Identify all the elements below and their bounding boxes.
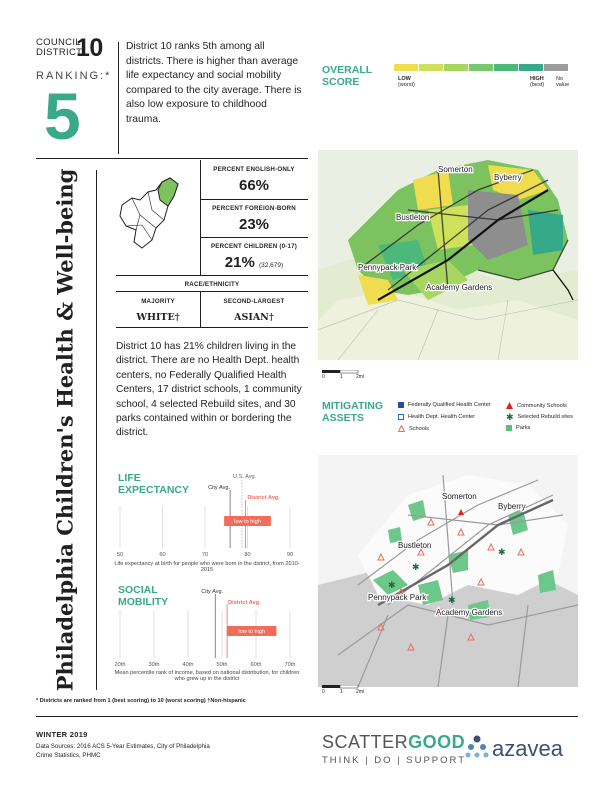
map2-scale-1: 1: [340, 689, 343, 695]
legend-schools: [398, 425, 429, 432]
legend-high-sub: (best): [530, 82, 545, 88]
children-value: 21%: [224, 254, 255, 271]
assets-line1: MITIGATING: [322, 400, 384, 412]
azavea-logo-text: azavea: [492, 736, 563, 761]
life-expectancy-caption: Life expectancy at birth for people who were born in the district, from 2010-2015: [114, 561, 300, 573]
legend-health-dept: [398, 414, 475, 420]
score-legend: [394, 64, 569, 71]
life-tick-label: 90: [286, 552, 294, 558]
legend-community-schools: [506, 402, 567, 409]
second-largest-value: ASIAN†: [234, 312, 274, 323]
social-district-avg-label: District Avg.: [228, 600, 261, 606]
map2-label-academy-gardens: Academy Gardens: [436, 608, 503, 617]
mitigating-assets-label: [322, 400, 383, 424]
legend-high-text: HIGH: [530, 76, 544, 82]
legend-swatch: [394, 64, 419, 71]
scattergood-part1: SCATTER: [322, 732, 409, 752]
ranking-value: 5: [44, 79, 81, 153]
map2-scale-0: 0: [322, 689, 325, 695]
map1-label-pennypack: Pennypack Park: [358, 263, 417, 272]
svg-text:✱: ✱: [498, 548, 506, 558]
top-divider: [36, 158, 308, 159]
map2-label-bustleton: Bustleton: [398, 541, 432, 550]
map1-label-byberry: Byberry: [494, 173, 522, 182]
svg-text:✱: ✱: [412, 563, 420, 573]
sources-line1: Data Sources: 2016 ACS 5-Year Estimates, City of Philadelphia: [36, 743, 210, 750]
social-line2: MOBILITY: [118, 596, 169, 608]
social-line1: SOCIAL: [118, 584, 158, 596]
left-divider: [96, 170, 97, 690]
life-tick-label: 60: [159, 552, 166, 558]
overall-line1: OVERALL: [322, 64, 373, 76]
council-line: COUNCIL: [36, 37, 81, 48]
children-stat: [200, 243, 308, 271]
social-tick-label: 40th: [182, 662, 194, 668]
footer-divider: [36, 716, 578, 717]
map1-scale-1: 1: [340, 374, 343, 380]
life-line1: LIFE: [118, 472, 141, 484]
legend-swatch: [544, 64, 569, 71]
legend-swatch: [519, 64, 544, 71]
life-line2: EXPECTANCY: [118, 484, 189, 496]
svg-text:✱: ✱: [388, 581, 396, 591]
district-assets-paragraph: District 10 has 21% children living in the district. There are no Health Dept. health centers, no Federally Qualified Health Centers, 17 district schools, 1 community school, 4 selected Rebuild sites, and 30 parks contained within or bordering the district.: [116, 341, 302, 439]
legend-health-text: Health Dept. Health Center: [408, 414, 476, 420]
map1-scale-0: 0: [322, 374, 325, 380]
social-range-label: low to high: [238, 629, 266, 635]
life-tick-label: 50: [116, 552, 124, 558]
social-tick-label: 20th: [114, 662, 126, 668]
legend-low: [398, 76, 415, 88]
foreign-born-label: PERCENT FOREIGN-BORN: [212, 205, 296, 212]
demo-hr-3: [116, 275, 308, 276]
map2-label-pennypack: Pennypack Park: [368, 593, 427, 602]
foreign-born-value: 23%: [238, 216, 270, 233]
legend-no-value: No value: [556, 76, 570, 88]
english-only-stat: [200, 166, 308, 194]
map1-scale-2: 2mi: [356, 374, 365, 380]
legend-rebuild: [506, 414, 573, 420]
majority-label: MAJORITY: [141, 298, 175, 305]
children-count: (32,679): [258, 262, 284, 269]
majority-stat: [116, 298, 200, 323]
life-expectancy-chart: [110, 468, 310, 573]
legend-low-sub: (worst): [398, 82, 415, 88]
legend-rebuild-text: Selected Rebuild sites: [517, 414, 573, 420]
scattergood-tagline: THINK | DO | SUPPORT: [322, 755, 466, 766]
district-summary: District 10 ranks 5th among all districts. There is higher than average life expectancy and social mobility compared to the city average. There is also low exposure to childhood trauma.: [126, 41, 302, 125]
life-range-label: low to high: [234, 519, 261, 525]
life-tick-label: 70: [201, 552, 209, 558]
park-icon: [506, 425, 512, 431]
data-sources: [36, 742, 210, 760]
scattergood-logo: [322, 732, 465, 753]
vertical-title-text: Philadelphia Children's Health & Well-being: [52, 168, 78, 692]
legend-swatch: [444, 64, 469, 71]
race-label: RACE/ETHNICITY: [184, 281, 240, 288]
legend-fqhc-text: Federally Qualified Health Center: [408, 402, 491, 408]
legend-high: [530, 76, 544, 88]
map1-label-bustleton: Bustleton: [396, 213, 430, 222]
legend-swatch: [469, 64, 494, 71]
social-tick-label: 70th: [284, 662, 296, 668]
legend-community-text: Community Schools: [517, 402, 567, 409]
ranking-footnote: * Districts are ranked from 1 (best scoring) to 10 (worst scoring) †Non-hispanic: [36, 698, 246, 704]
ranking-label: RANKING:*: [36, 70, 112, 82]
english-only-value: 66%: [238, 177, 270, 194]
scattergood-part2: GOOD: [408, 732, 466, 752]
district-locator-map: [112, 170, 192, 270]
overall-line2: SCORE: [322, 76, 360, 88]
health-center-icon: [398, 414, 404, 420]
social-tick-label: 30th: [148, 662, 160, 668]
sources-line2: Crime Statistics, PHMC: [36, 752, 101, 759]
triangle-icon: [506, 402, 513, 409]
azavea-logo-icon: [464, 734, 490, 765]
demo-hr-5: [116, 327, 308, 328]
legend-swatch: [419, 64, 444, 71]
legend-parks-text: Parks: [516, 425, 531, 431]
social-city-avg-label: City Avg.: [201, 589, 224, 595]
fqhc-icon: [398, 402, 404, 408]
life-tick-label: 80: [244, 552, 251, 558]
season-label: WINTER 2019: [36, 730, 88, 739]
legend-low-text: LOW: [398, 76, 411, 82]
district-number: 10: [76, 34, 103, 62]
second-largest-stat: [200, 298, 308, 323]
map2-scale-2: 2mi: [356, 689, 365, 695]
social-mobility-chart: [110, 584, 310, 679]
district-avg-label: District Avg.: [247, 495, 280, 501]
majority-value: WHITE†: [136, 312, 180, 323]
demo-hr-4: [116, 291, 308, 292]
city-avg-label: City Avg.: [208, 485, 231, 491]
triangle-outline-icon: [398, 425, 405, 432]
legend-parks: [506, 425, 530, 431]
district-line: DISTRICT: [36, 47, 83, 58]
asterisk-icon: ✱: [506, 412, 514, 422]
demo-hr-2: [200, 237, 308, 238]
english-only-label: PERCENT ENGLISH-ONLY: [213, 166, 295, 173]
legend-schools-text: Schools: [409, 425, 429, 432]
overall-score-label: [322, 64, 372, 88]
map2-label-byberry: Byberry: [498, 502, 526, 511]
map1-label-somerton: Somerton: [438, 165, 473, 174]
us-avg-label: U.S. Avg.: [232, 474, 257, 480]
demo-hr-1: [200, 199, 308, 200]
legend-swatch: [494, 64, 519, 71]
second-largest-label: SECOND-LARGEST: [223, 298, 285, 305]
vertical-title: [40, 170, 90, 690]
assets-line2: ASSETS: [322, 412, 365, 424]
social-tick-label: 60th: [250, 662, 262, 668]
mitigating-assets-map[interactable]: [318, 455, 578, 687]
overall-score-map[interactable]: [318, 150, 578, 360]
header-divider: [118, 42, 119, 154]
svg-text:✱: ✱: [448, 596, 456, 606]
foreign-born-stat: [200, 205, 308, 233]
map2-label-somerton: Somerton: [442, 492, 477, 501]
children-label: PERCENT CHILDREN (0-17): [210, 243, 298, 250]
legend-fqhc: [398, 402, 491, 408]
social-tick-label: 50th: [216, 662, 228, 668]
social-mobility-caption: Mean percentile rank of income, based on national distribution, for children who grew up in the district: [114, 670, 300, 682]
map1-label-academy-gardens: Academy Gardens: [426, 283, 493, 292]
